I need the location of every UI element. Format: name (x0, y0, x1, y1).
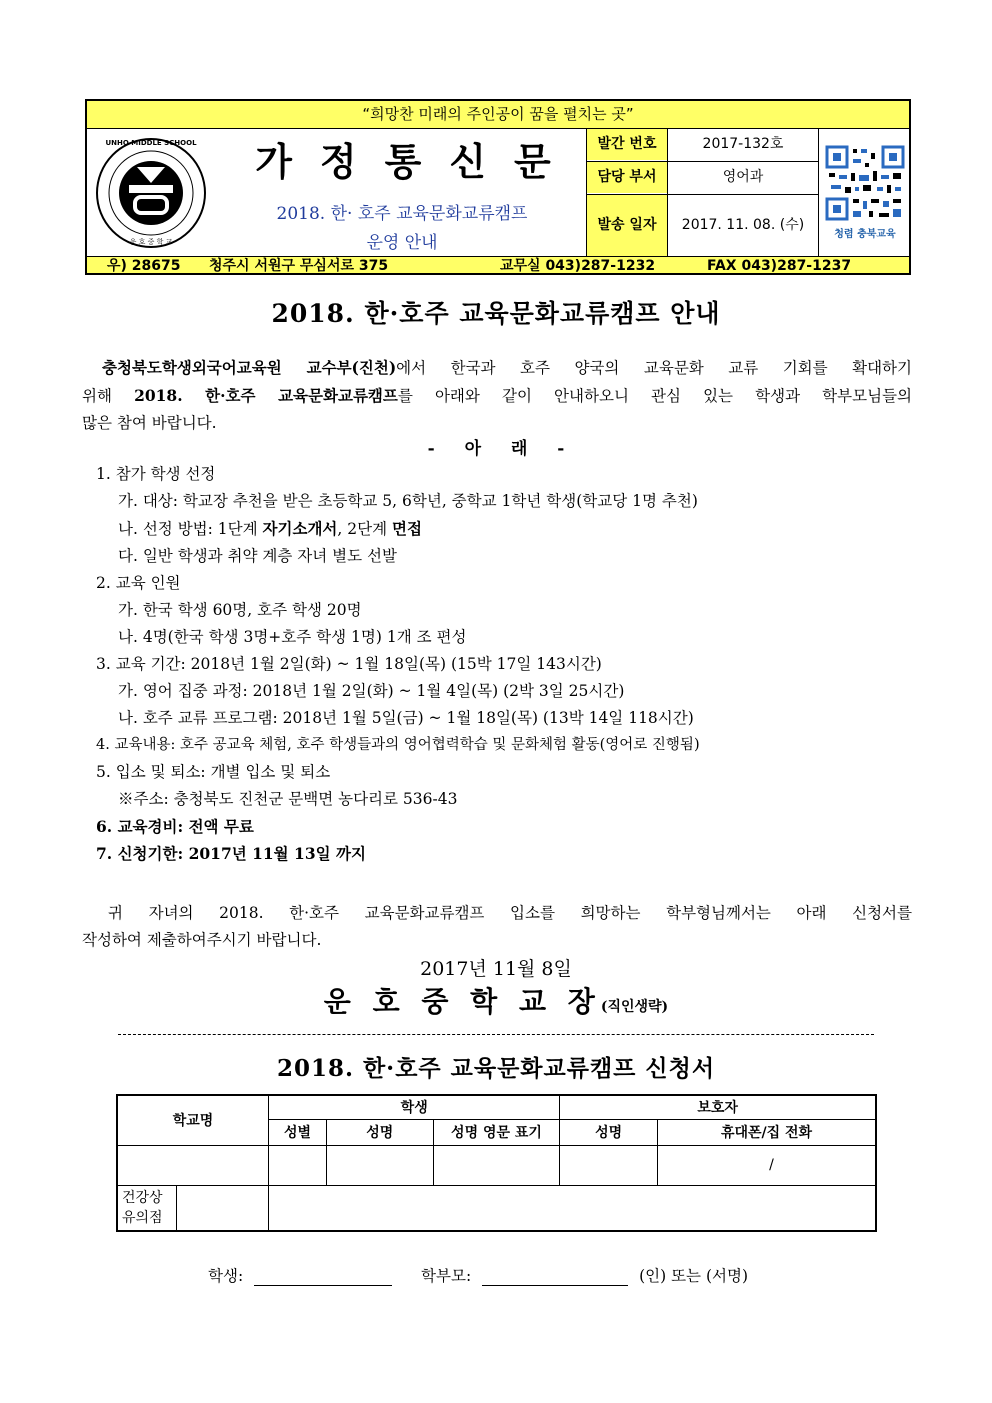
fax-number: FAX 043)287-1237 (707, 258, 852, 274)
item-3a: 가. 영어 집중 과정: 2018년 1월 2일(화) ~ 1월 4일(목) (2박 3일 25시간) (118, 682, 625, 700)
meta-value-issue: 2017-132호 (702, 136, 784, 152)
input-english-name[interactable] (433, 1145, 560, 1185)
header-box (85, 99, 911, 275)
intro-text-3: 많은 참여 바랍니다. (82, 414, 217, 432)
qr-code[interactable] (825, 145, 905, 221)
ara-heading: - 아 래 - (427, 439, 565, 459)
closing-line-1: 귀 자녀의 2018. 한·호주 교육문화교류캠프 입소를 희망하는 학부형님께서는 아래 신청서를 (108, 904, 912, 922)
item-1: 1. 참가 학생 선정 (96, 465, 216, 483)
meta-label-dept: 담당 부서 (587, 162, 667, 193)
item-1b-sep: , 2단계 (337, 520, 392, 538)
school-logo (91, 133, 211, 253)
student-sign-label: 학생: (208, 1267, 244, 1285)
school-emblem-icon (91, 133, 211, 253)
col-guardian-name: 성명 (560, 1119, 658, 1145)
intro-text-2a: 위해 (82, 387, 135, 405)
meta-value-dept: 영어과 (722, 169, 764, 185)
input-guardian-name[interactable] (560, 1145, 658, 1185)
school-address: 청주시 서원구 무심서로 375 (209, 258, 389, 274)
qr-caption: 청렴 충북교육 (834, 229, 896, 240)
student-group-header: 학생 (269, 1095, 560, 1119)
item-2b: 나. 4명(한국 학생 3명+호주 학생 1명) 1개 조 편성 (118, 628, 467, 646)
input-phone[interactable] (658, 1145, 876, 1185)
slogan: “희망찬 미래의 주인공이 꿈을 펼치는 곳” (87, 101, 909, 129)
item-2a: 가. 한국 학생 60명, 호주 학생 20명 (118, 601, 362, 619)
qr-code-icon (825, 145, 905, 221)
student-sign-field[interactable] (254, 1271, 392, 1286)
meta-label-issue: 발간 번호 (587, 129, 667, 160)
item-1b-step1: 자기소개서 (262, 519, 338, 538)
item-2: 2. 교육 인원 (96, 574, 181, 592)
logo-ring-text: UNHO MIDDLE SCHOOL (105, 139, 197, 147)
item-1b (96, 515, 916, 543)
item-4: 4. 교육내용: 호주 공교육 체험, 호주 학생들과의 영어협력학습 및 문화체험 활동(영어로 진행됨) (96, 737, 700, 753)
col-student-name: 성명 (326, 1119, 433, 1145)
item-3b: 나. 호주 교류 프로그램: 2018년 1월 5일(금) ~ 1월 18일(목) (13박 14일 118시간) (118, 709, 694, 727)
closing-line-2: 작성하여 제출하여주시기 바랍니다. (82, 931, 322, 949)
document-title: 2018. 한·호주 교육문화교류캠프 안내 (271, 299, 721, 328)
intro-paragraph (82, 354, 912, 437)
item-list (96, 461, 916, 867)
signature-line (208, 1264, 908, 1286)
item-1a: 가. 대상: 학교장 추천을 받은 초등학교 5, 6학년, 중학교 1학년 학생(학교당 1명 추천) (118, 492, 698, 510)
item-7: 7. 신청기한: 2017년 11월 13일 까지 (96, 844, 366, 863)
seal-note: (직인생략) (600, 999, 669, 1015)
school-name-header: 학교명 (117, 1095, 269, 1145)
cut-line (118, 1034, 874, 1035)
item-6: 6. 교육경비: 전액 무료 (96, 817, 254, 836)
item-1b-text: 나. 선정 방법: 1단계 (118, 520, 263, 538)
guardian-group-header: 보호자 (560, 1095, 876, 1119)
item-5a: ※주소: 충청북도 진천군 문백면 농다리로 536-43 (118, 790, 458, 808)
header-subtitle-1: 2018. 한· 호주 교육문화교류캠프 (276, 204, 528, 224)
item-1c: 다. 일반 학생과 취약 계층 자녀 별도 선발 (118, 547, 397, 565)
health-label-2: 유의점 (122, 1209, 163, 1226)
item-1b-step2: 면접 (392, 519, 422, 538)
header-subtitle-2: 운영 안내 (366, 233, 438, 253)
doc-type-title: 가정통신문 (255, 139, 579, 184)
meta-label-date: 발송 일자 (587, 195, 667, 256)
closing-paragraph (82, 900, 912, 954)
col-gender: 성별 (269, 1119, 327, 1145)
input-school-name[interactable] (117, 1145, 269, 1185)
item-3: 3. 교육 기간: 2018년 1월 2일(화) ~ 1월 18일(목) (15박 17일 143시간) (96, 655, 602, 673)
item-5: 5. 입소 및 퇴소: 개별 입소 및 퇴소 (96, 763, 331, 781)
health-label-1: 건강상 (122, 1189, 163, 1206)
col-phone: 휴대폰/집 전화 (658, 1119, 876, 1145)
parent-sign-field[interactable] (482, 1271, 628, 1286)
principal-name: 운 호 중 학 교 장 (323, 985, 601, 1018)
col-english-name: 성명 영문 표기 (433, 1119, 560, 1145)
meta-value-date: 2017. 11. 08. (수) (681, 217, 805, 233)
input-student-name[interactable] (326, 1145, 433, 1185)
intro-camp-name: 2018. 한·호주 교육문화교류캠프 (134, 386, 398, 405)
phone-separator: / (769, 1157, 774, 1173)
office-phone: 교무실 043)287-1232 (500, 258, 656, 274)
logo-bottom-text: 운 호 중 학 교 (129, 238, 173, 246)
address-bar (87, 257, 909, 275)
intro-text-1: 에서 한국과 호주 양국의 교육문화 교류 기회를 확대하기 (396, 359, 912, 377)
header-main (87, 129, 909, 257)
postal-code: 우) 28675 (107, 258, 181, 274)
form-title: 2018. 한·호주 교육문화교류캠프 신청서 (276, 1055, 716, 1082)
input-gender[interactable] (269, 1145, 327, 1185)
closing-date: 2017년 11월 8일 (420, 958, 572, 980)
intro-text-2b: 를 아래와 같이 안내하오니 관심 있는 학생과 학부모님들의 (397, 387, 913, 405)
intro-org: 충청북도학생외국어교육원 교수부(진천) (102, 358, 397, 377)
input-health-notes[interactable] (269, 1185, 876, 1231)
principal-line (80, 980, 912, 1020)
parent-sign-label: 학부모: (421, 1267, 472, 1285)
sign-tail: (인) 또는 (서명) (639, 1267, 748, 1285)
